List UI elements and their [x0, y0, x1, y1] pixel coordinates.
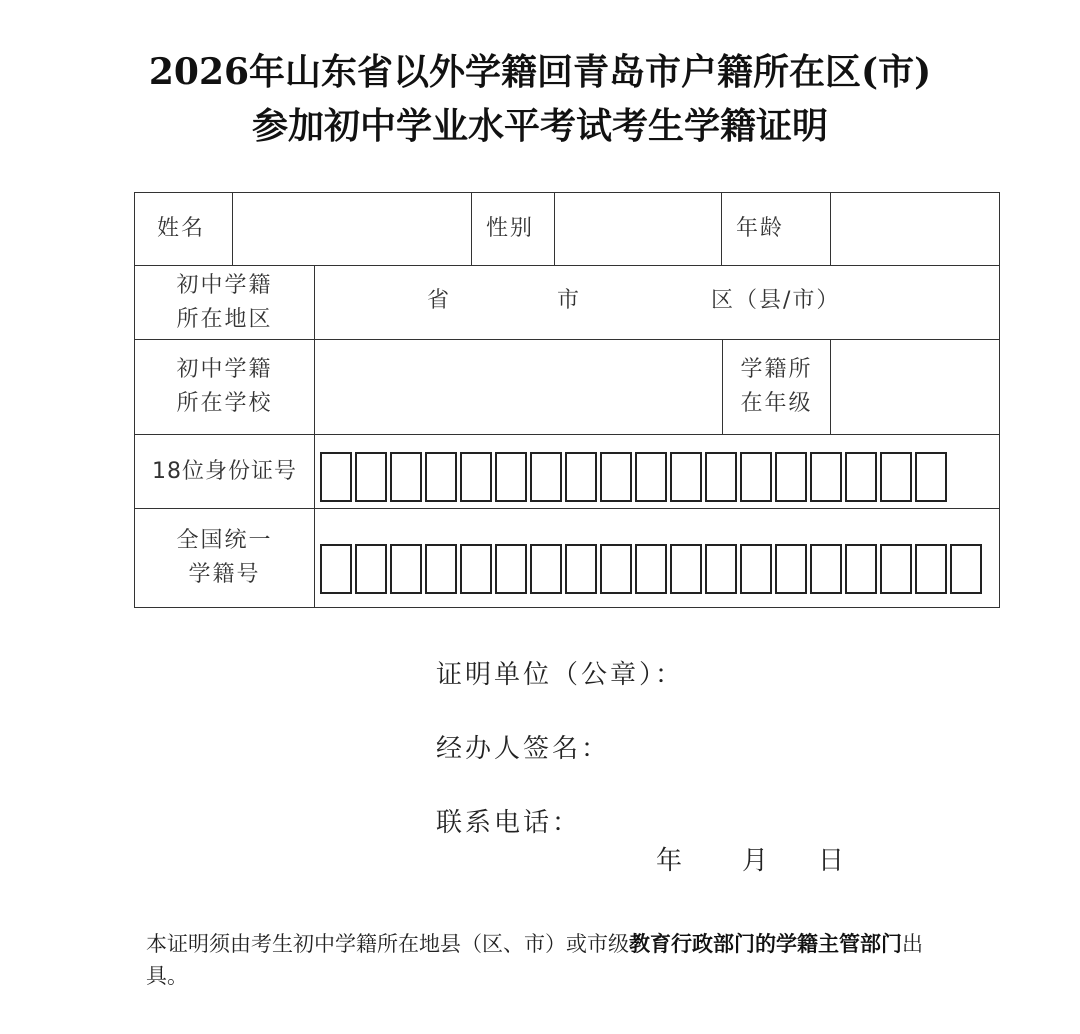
handler-signature-label: 经办人签名： [436, 734, 611, 764]
digit-box[interactable] [600, 452, 632, 502]
note-part-2-bold: 教育行政部门的学籍主管部门 [629, 931, 902, 956]
digit-box[interactable] [705, 544, 737, 594]
district-label: 区（县/市） [711, 288, 841, 313]
note-part-3: 出具。 [146, 932, 923, 988]
name-label: 姓名 [134, 192, 233, 266]
digit-box[interactable] [775, 544, 807, 594]
grade-label: 学籍所 在年级 [722, 339, 831, 435]
gender-field[interactable] [554, 192, 722, 266]
school-field[interactable] [314, 339, 723, 435]
digit-box[interactable] [880, 452, 912, 502]
digit-box[interactable] [425, 452, 457, 502]
date-day: 日 [818, 846, 845, 876]
gender-label: 性别 [471, 192, 555, 266]
digit-box[interactable] [320, 452, 352, 502]
digit-box[interactable] [565, 452, 597, 502]
digit-box[interactable] [705, 452, 737, 502]
digit-box[interactable] [530, 544, 562, 594]
region-field[interactable] [314, 265, 1000, 340]
date-month: 月 [742, 846, 769, 876]
school-label: 初中学籍 所在学校 [134, 339, 315, 435]
province-label: 省 [427, 288, 452, 313]
age-field[interactable] [830, 192, 1000, 266]
digit-box[interactable] [915, 452, 947, 502]
grade-field[interactable] [830, 339, 1000, 435]
digit-box[interactable] [810, 544, 842, 594]
digit-box[interactable] [495, 452, 527, 502]
document-title-line-1: 2026年山东省以外学籍回青岛市户籍所在区(市) [148, 51, 932, 93]
digit-box[interactable] [355, 452, 387, 502]
digit-box[interactable] [530, 452, 562, 502]
document-title-line-2: 参加初中学业水平考试考生学籍证明 [251, 105, 828, 147]
digit-box[interactable] [635, 452, 667, 502]
digit-box[interactable] [390, 544, 422, 594]
digit-box[interactable] [740, 452, 772, 502]
city-label: 市 [557, 288, 582, 313]
issuance-note [146, 928, 946, 992]
digit-box[interactable] [670, 452, 702, 502]
digit-box[interactable] [565, 544, 597, 594]
digit-box[interactable] [740, 544, 772, 594]
digit-box[interactable] [775, 452, 807, 502]
student-number-label: 全国统一 学籍号 [134, 508, 315, 608]
id-number-label: 18位身份证号 [134, 434, 315, 509]
digit-box[interactable] [390, 452, 422, 502]
digit-box[interactable] [810, 452, 842, 502]
id-number-boxes [320, 452, 947, 502]
issuing-unit-label: 证明单位（公章）： [436, 660, 685, 690]
digit-box[interactable] [460, 452, 492, 502]
contact-phone-label: 联系电话： [436, 808, 582, 838]
digit-box[interactable] [915, 544, 947, 594]
digit-box[interactable] [635, 544, 667, 594]
note-part-1: 本证明须由考生初中学籍所在地县（区、市）或市级 [146, 932, 629, 956]
digit-box[interactable] [670, 544, 702, 594]
digit-box[interactable] [600, 544, 632, 594]
region-label: 初中学籍 所在地区 [134, 265, 315, 340]
student-number-boxes [320, 544, 982, 594]
digit-box[interactable] [845, 544, 877, 594]
digit-box[interactable] [880, 544, 912, 594]
digit-box[interactable] [460, 544, 492, 594]
digit-box[interactable] [425, 544, 457, 594]
digit-box[interactable] [950, 544, 982, 594]
name-field[interactable] [232, 192, 472, 266]
date-year: 年 [656, 846, 683, 876]
age-label: 年龄 [721, 192, 831, 266]
digit-box[interactable] [845, 452, 877, 502]
digit-box[interactable] [495, 544, 527, 594]
digit-box[interactable] [355, 544, 387, 594]
digit-box[interactable] [320, 544, 352, 594]
